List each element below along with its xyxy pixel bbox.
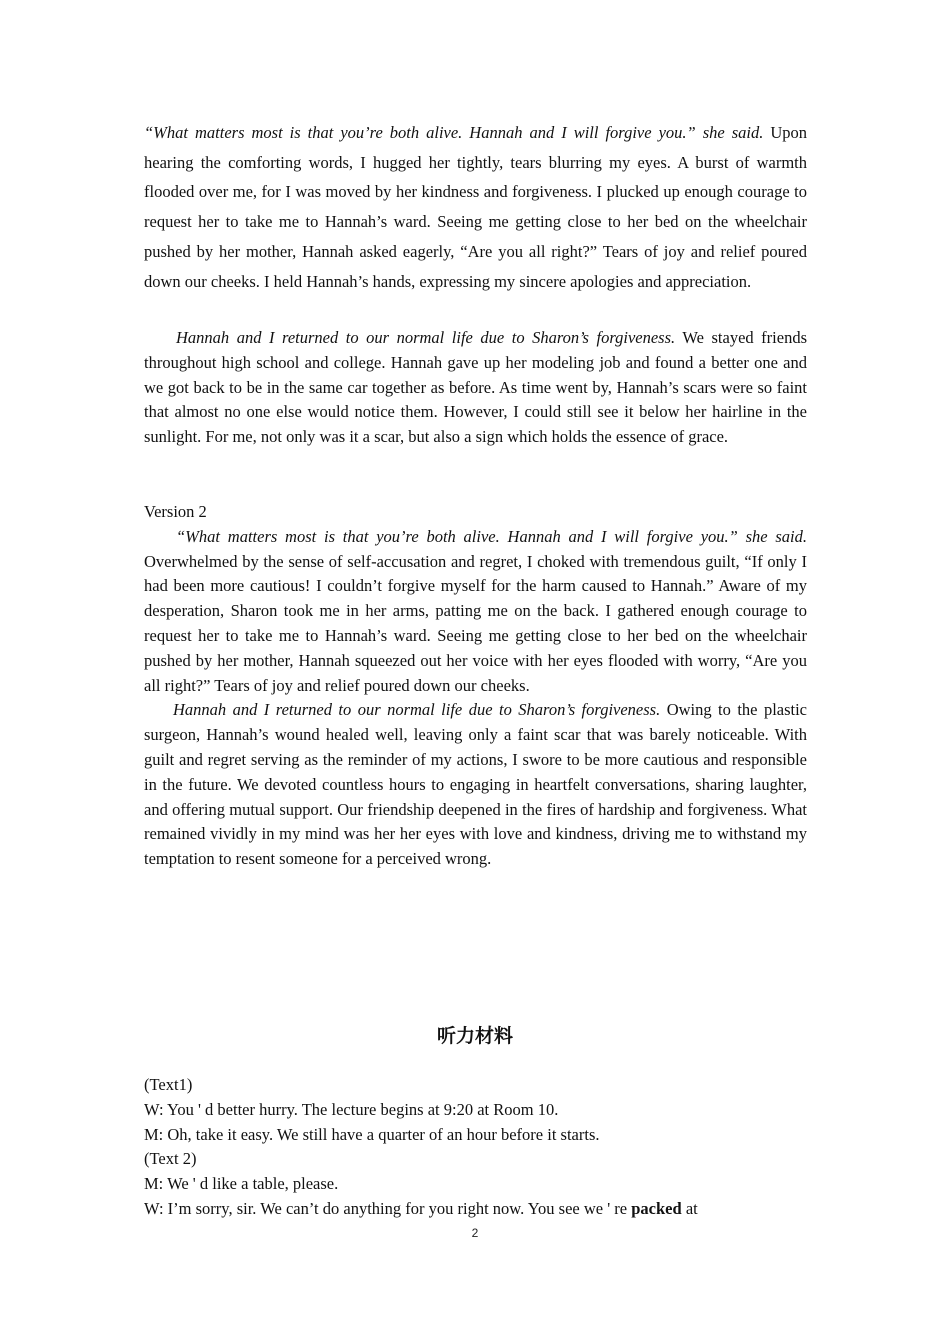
forgiveness-quote: “What matters most is that you’re both alive. Hannah and I will forgive you.” she said. bbox=[144, 123, 764, 142]
page-number: 2 bbox=[471, 1226, 479, 1240]
forgiveness-quote: “What matters most is that you’re both alive. Hannah and I will forgive you.” she said. bbox=[176, 526, 807, 546]
paragraph-lead-sentence: Hannah and I returned to our normal life due to Sharon’s forgiveness. bbox=[173, 700, 661, 720]
dialogue-line: W: I’m sorry, sir. We can’t do anything for you right now. You see we ' re packed at bbox=[144, 1198, 698, 1218]
text2-label: (Text 2) bbox=[144, 1149, 197, 1169]
dialogue-line: W: You ' d better hurry. The lecture begins at 9:20 at Room 10. bbox=[144, 1099, 559, 1119]
paragraph-text: Upon hearing the comforting words, I hugged her tightly, tears blurring my eyes. A burst of warmth flooded over me, for I was moved by her kindness and forgiveness. I plucked up enough courage to request her to take me to Hannah’s ward. Seeing me getting close to her bed on the wheelchair pushed by her mother, Hannah asked eagerly, “Are you all right?” Tears of joy and relief poured down our cheeks. I held Hannah’s hands, expressing my sincere apologies and appreciation. bbox=[144, 123, 807, 291]
paragraph-text: Overwhelmed by the sense of self-accusation and regret, I choked with tremendous guilt, “If only I had been more cautious! I couldn’t forgive myself for the harm caused to Hannah.” Aware of my desperation, Sharon took me in her arms, patting me on the back. I gathered enough courage to request her to take me to Hannah’s ward. Seeing me getting close to her bed on the wheelchair pushed by her mother, Hannah squeezed out her voice with her eyes flooded with worry, “Are you all right?” Tears of joy and relief poured down our cheeks. bbox=[144, 551, 807, 695]
dialogue-line: M: We ' d like a table, please. bbox=[144, 1174, 339, 1194]
listening-material-title: 听力材料 bbox=[436, 1025, 513, 1047]
listening-transcript bbox=[144, 1073, 807, 1222]
version2-section bbox=[144, 500, 807, 872]
paragraph-lead-sentence: Hannah and I returned to our normal life due to Sharon’s forgiveness. bbox=[176, 328, 676, 347]
version2-heading: Version 2 bbox=[144, 502, 207, 521]
dialogue-line: M: Oh, take it easy. We still have a quarter of an hour before it starts. bbox=[144, 1124, 600, 1144]
version1-paragraph1 bbox=[144, 118, 807, 296]
text1-label: (Text1) bbox=[144, 1075, 193, 1094]
bold-keyword: packed bbox=[631, 1198, 682, 1218]
paragraph-text: Owing to the plastic surgeon, Hannah’s wound healed well, leaving only a faint scar that was barely noticeable. With guilt and regret serving as the reminder of my actions, I swore to be more cautious and responsible in the future. We devoted countless hours to engaging in heartfelt conversations, sharing laughter, and offering mutual support. Our friendship deepened in the fires of hardship and forgiveness. What remained vividly in my mind was her her eyes with love and kindness, driving me to withstand my temptation to resent someone for a perceived wrong. bbox=[144, 700, 808, 869]
paragraph-text: We stayed friends throughout high school and college. Hannah gave up her modeling job and found a better one and we got back to be in the same car together as before. As time went by, Hannah’s scars were so faint that almost no one else would notice them. However, I could still see it below her hairline in the sunlight. For me, not only was it a scar, but also a sign which holds the essence of grace. bbox=[144, 328, 808, 447]
version1-paragraph2 bbox=[144, 326, 807, 450]
